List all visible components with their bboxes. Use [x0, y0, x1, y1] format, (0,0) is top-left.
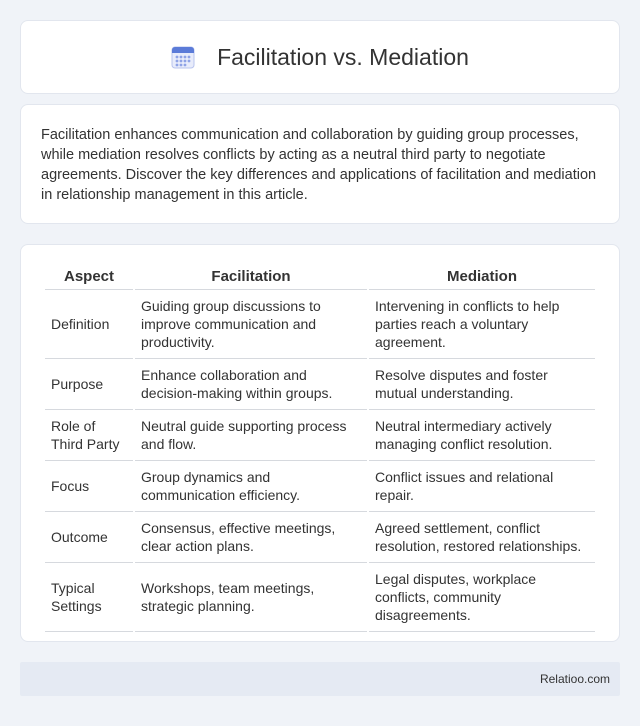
table-row [45, 410, 595, 461]
intro-text: Facilitation enhances communication and collaboration by guiding group processes, while mediation resolves conflicts by acting as a neutral third party to negotiate agreements. Discover the key differences and applications of facilitation and mediation in relationship management in this article. [41, 127, 597, 203]
facilitation-cell: Group dynamics and communication efficiency. [135, 461, 367, 512]
aspect-cell: Definition [45, 290, 133, 359]
mediation-cell: Agreed settlement, conflict resolution, restored relationships. [369, 512, 595, 563]
aspect-cell: Outcome [45, 512, 133, 563]
facilitation-cell: Workshops, team meetings, strategic planning. [135, 563, 367, 632]
comparison-table [43, 263, 597, 632]
table-header-row [45, 263, 595, 290]
table-row [45, 359, 595, 410]
header-mediation: Mediation [369, 263, 595, 290]
facilitation-cell: Consensus, effective meetings, clear action plans. [135, 512, 367, 563]
facilitation-cell: Guiding group discussions to improve communication and productivity. [135, 290, 367, 359]
aspect-cell: Focus [45, 461, 133, 512]
title-card [20, 20, 620, 94]
table-row [45, 290, 595, 359]
intro-card [20, 104, 620, 224]
facilitation-cell: Neutral guide supporting process and flow. [135, 410, 367, 461]
mediation-cell: Resolve disputes and foster mutual understanding. [369, 359, 595, 410]
table-row [45, 563, 595, 632]
aspect-cell: Purpose [45, 359, 133, 410]
header-facilitation: Facilitation [135, 263, 367, 290]
aspect-cell: Role of Third Party [45, 410, 133, 461]
footer [20, 662, 620, 696]
table-row [45, 512, 595, 563]
calendar-icon [171, 45, 195, 69]
mediation-cell: Legal disputes, workplace conflicts, community disagreements. [369, 563, 595, 632]
mediation-cell: Neutral intermediary actively managing conflict resolution. [369, 410, 595, 461]
header-aspect: Aspect [45, 263, 133, 290]
table-row [45, 461, 595, 512]
footer-brand: Relatioo.com [539, 672, 610, 686]
mediation-cell: Conflict issues and relational repair. [369, 461, 595, 512]
page-title: Facilitation vs. Mediation [217, 43, 469, 70]
aspect-cell: Typical Settings [45, 563, 133, 632]
comparison-table-card [20, 244, 620, 642]
facilitation-cell: Enhance collaboration and decision-making within groups. [135, 359, 367, 410]
mediation-cell: Intervening in conflicts to help parties reach a voluntary agreement. [369, 290, 595, 359]
